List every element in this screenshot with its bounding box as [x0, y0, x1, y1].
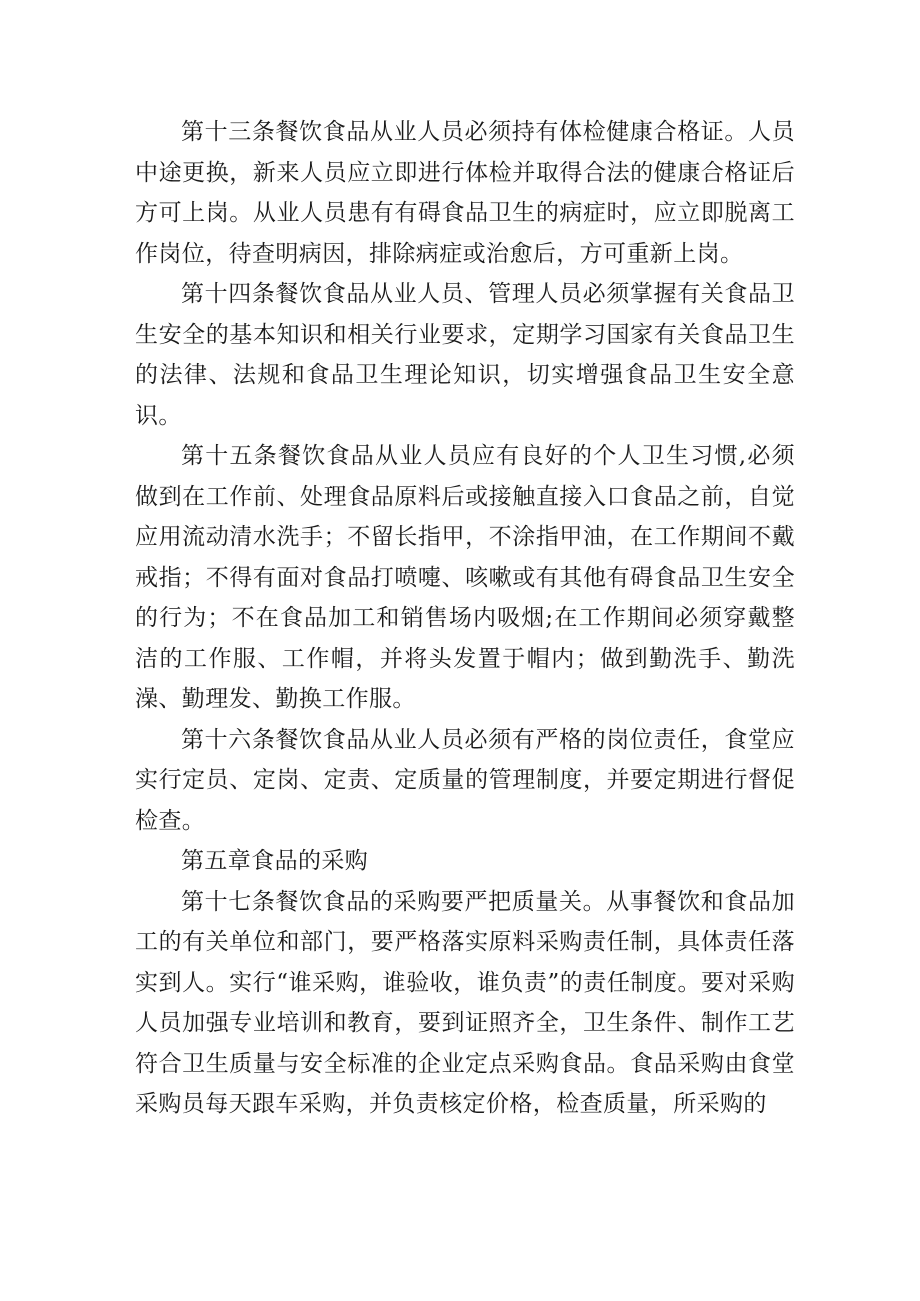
- chapter-5-heading: 第五章食品的采购: [181, 848, 369, 874]
- article-15-paragraph: 第十五条餐饮食品从业人员应有良好的个人卫生习惯,必须做到在工作前、处理食品原料后或接触直接入口食品之前，自觉应用流动清水洗手；不留长指甲，不涂指甲油，在工作期间不戴戒指；不得有面对食品打喷嚏、咳嗽或有其他有碍食品卫生安全的行为；不在食品加工和销售场内吸烟;在工作期间必须穿戴整洁的工作服、工作帽，并将头发置于帽内；做到勤洗手、勤洗澡、勤理发、勤换工作服。: [135, 443, 795, 712]
- document-page: [135, 112, 795, 1125]
- article-13-paragraph: 第十三条餐饮食品从业人员必须持有体检健康合格证。人员中途更换，新来人员应立即进行体检并取得合法的健康合格证后方可上岗。从业人员患有有碍食品卫生的病症时，应立即脱离工作岗位，待查明病因，排除病症或治愈后，方可重新上岗。: [135, 119, 795, 267]
- article-16-paragraph: 第十六条餐饮食品从业人员必须有严格的岗位责任，食堂应实行定员、定岗、定责、定质量的管理制度，并要定期进行督促检查。: [135, 726, 795, 834]
- article-17-paragraph: 第十七条餐饮食品的采购要严把质量关。从事餐饮和食品加工的有关单位和部门，要严格落实原料采购责任制，具体责任落实到人。实行“谁采购，谁验收，谁负责”的责任制度。要对采购人员加强专业培训和教育，要到证照齐全，卫生条件、制作工艺符合卫生质量与安全标准的企业定点采购食品。食品采购由食堂采购员每天跟车采购，并负责核定价格，检查质量，所采购的: [135, 888, 795, 1117]
- article-14-paragraph: 第十四条餐饮食品从业人员、管理人员必须掌握有关食品卫生安全的基本知识和相关行业要求，定期学习国家有关食品卫生的法律、法规和食品卫生理论知识，切实增强食品卫生安全意识。: [135, 281, 795, 429]
